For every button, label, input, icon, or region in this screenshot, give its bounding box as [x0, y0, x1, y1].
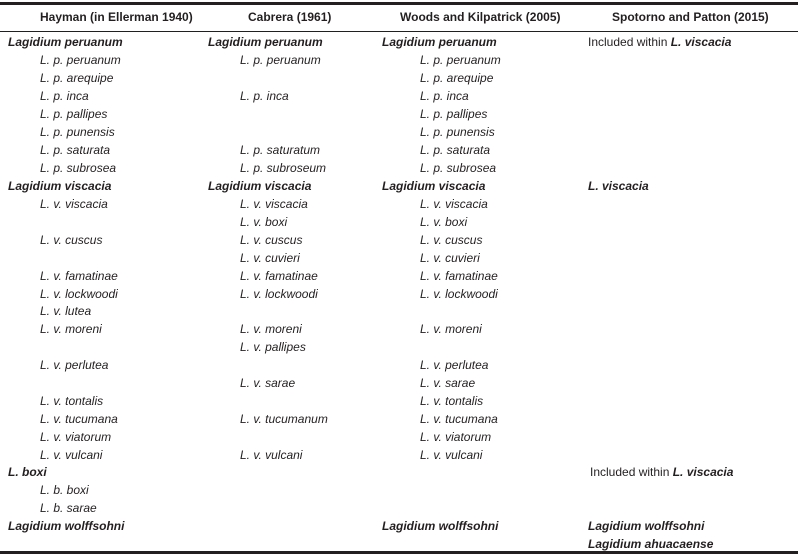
synonym-note [590, 465, 733, 479]
subspecies-name: L. p. peruanum [40, 53, 121, 67]
subspecies-name: L. v. vulcani [40, 448, 103, 462]
subspecies-name: L. v. famatinae [420, 269, 498, 283]
subspecies-name: L. p. inca [420, 89, 469, 103]
column-header-woods-kilpatrick: Woods and Kilpatrick (2005) [400, 10, 561, 24]
note-species: L. viscacia [670, 35, 732, 49]
table-header-rule [0, 31, 798, 32]
species-name: Lagidium peruanum [208, 35, 323, 49]
column-header-cabrera: Cabrera (1961) [248, 10, 332, 24]
table-bottom-rule [0, 551, 798, 554]
species-name: Lagidium viscacia [8, 179, 112, 193]
column-header-spotorno-patton: Spotorno and Patton (2015) [612, 10, 769, 24]
species-name: Lagidium peruanum [382, 35, 497, 49]
subspecies-name: L. v. viscacia [240, 197, 308, 211]
species-name: Lagidium wolffsohni [588, 519, 705, 533]
subspecies-name: L. v. viscacia [40, 197, 108, 211]
subspecies-name: L. v. pallipes [240, 340, 306, 354]
subspecies-name: L. v. lockwoodi [40, 287, 118, 301]
subspecies-name: L. p. subrosea [420, 161, 497, 175]
subspecies-name: L. p. saturata [40, 143, 111, 157]
subspecies-name: L. v. perlutea [40, 358, 109, 372]
subspecies-name: L. v. lutea [40, 304, 92, 318]
synonym-note [588, 35, 731, 49]
subspecies-name: L. v. vulcani [240, 448, 303, 462]
subspecies-name: L. v. tucumana [420, 412, 498, 426]
subspecies-name: L. p. subroseum [240, 161, 327, 175]
subspecies-name: L. v. lockwoodi [420, 287, 498, 301]
subspecies-name: L. v. cuscus [240, 233, 303, 247]
subspecies-name: L. v. boxi [240, 215, 288, 229]
subspecies-name: L. v. viatorum [40, 430, 112, 444]
subspecies-name: L. v. sarae [240, 376, 296, 390]
table-top-rule [0, 2, 798, 5]
subspecies-name: L. p. pallipes [40, 107, 108, 121]
subspecies-name: L. p. punensis [420, 125, 495, 139]
subspecies-name: L. p. saturata [420, 143, 491, 157]
subspecies-name: L. v. famatinae [40, 269, 118, 283]
subspecies-name: L. v. viscacia [420, 197, 488, 211]
column-header-hayman: Hayman (in Ellerman 1940) [40, 10, 193, 24]
species-name: Lagidium ahuacaense [588, 537, 714, 551]
subspecies-name: L. v. sarae [420, 376, 476, 390]
subspecies-name: L. v. moreni [240, 322, 302, 336]
subspecies-name: L. p. peruanum [420, 53, 501, 67]
subspecies-name: L. p. inca [40, 89, 89, 103]
subspecies-name: L. v. lockwoodi [240, 287, 318, 301]
subspecies-name: L. v. cuvieri [240, 251, 300, 265]
subspecies-name: L. p. arequipe [420, 71, 494, 85]
subspecies-name: L. p. punensis [40, 125, 115, 139]
subspecies-name: L. b. boxi [40, 483, 89, 497]
subspecies-name: L. v. moreni [420, 322, 482, 336]
subspecies-name: L. v. cuscus [420, 233, 483, 247]
subspecies-name: L. v. cuvieri [420, 251, 480, 265]
subspecies-name: L. v. cuscus [40, 233, 103, 247]
subspecies-name: L. v. boxi [420, 215, 468, 229]
note-species: L. viscacia [672, 465, 734, 479]
species-name: L. viscacia [588, 179, 649, 193]
subspecies-name: L. v. tontalis [420, 394, 484, 408]
subspecies-name: L. v. perlutea [420, 358, 489, 372]
subspecies-name: L. v. vulcani [420, 448, 483, 462]
note-text: Included within [588, 35, 671, 49]
subspecies-name: L. v. tucumana [40, 412, 118, 426]
species-name: L. boxi [8, 465, 47, 479]
subspecies-name: L. b. sarae [40, 501, 97, 515]
species-name: Lagidium viscacia [382, 179, 486, 193]
subspecies-name: L. p. pallipes [420, 107, 488, 121]
subspecies-name: L. p. arequipe [40, 71, 114, 85]
subspecies-name: L. p. inca [240, 89, 289, 103]
species-name: Lagidium viscacia [208, 179, 312, 193]
subspecies-name: L. p. peruanum [240, 53, 321, 67]
subspecies-name: L. v. tontalis [40, 394, 104, 408]
subspecies-name: L. v. moreni [40, 322, 102, 336]
subspecies-name: L. v. tucumanum [240, 412, 328, 426]
subspecies-name: L. p. subrosea [40, 161, 117, 175]
subspecies-name: L. p. saturatum [240, 143, 321, 157]
species-name: Lagidium wolffsohni [8, 519, 125, 533]
subspecies-name: L. v. viatorum [420, 430, 492, 444]
subspecies-name: L. v. famatinae [240, 269, 318, 283]
species-name: Lagidium peruanum [8, 35, 123, 49]
species-name: Lagidium wolffsohni [382, 519, 499, 533]
note-text: Included within [590, 465, 673, 479]
